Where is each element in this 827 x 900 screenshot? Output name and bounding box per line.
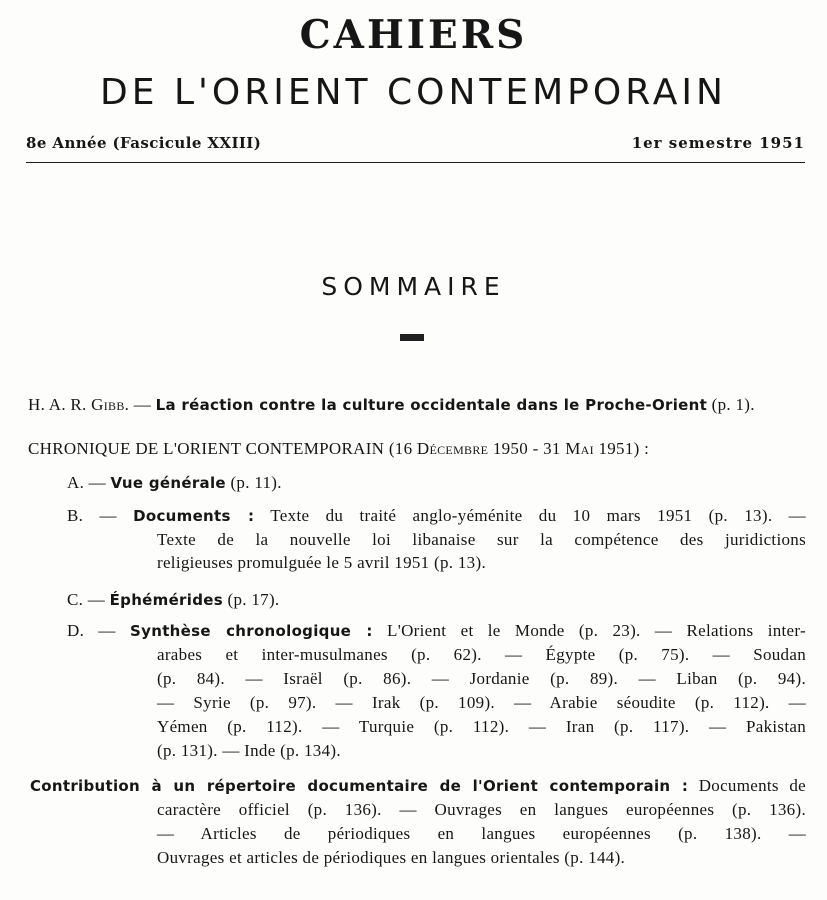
header-rule [26, 162, 805, 163]
entry-d-title: Synthèse chronologique : [130, 622, 373, 640]
ornament [400, 334, 424, 341]
issue-number: 8e Année (Fascicule XXIII) [26, 134, 262, 152]
contribution-line2: caractère officiel (p. 136). — Ouvrages en langues européennes (p. 136). [157, 800, 806, 819]
entry-d-line1: L'Orient et le Monde (p. 23). — Relations inter- [387, 621, 806, 640]
chronique-dates: (16 Décembre 1950 - 31 Mai 1951) : [388, 439, 650, 458]
issue-semester: 1er semestre 1951 [631, 134, 805, 152]
entry-b-label: B. — [67, 506, 117, 525]
entry-contribution [30, 776, 806, 796]
entry-chronique [28, 439, 806, 459]
entry-gibb-title: La réaction contre la culture occidentale dans le Proche-Orient [155, 396, 708, 414]
contribution-title: Contribution à un répertoire documentaire de l'Orient contemporain : [30, 777, 689, 795]
entry-gibb-author: H. A. R. Gibb. [28, 395, 130, 414]
entry-a-label: A. — [67, 473, 106, 492]
entry-d-line6: (p. 131). — Inde (p. 134). [157, 741, 341, 760]
contribution-line4: Ouvrages et articles de périodiques en langues orientales (p. 144). [157, 848, 626, 867]
chronique-heading: CHRONIQUE DE L'ORIENT CONTEMPORAIN [28, 439, 385, 458]
entry-b-line1: Texte du traité anglo-yéménite du 10 mars 1951 (p. 13). — [270, 506, 806, 525]
entry-b [67, 506, 806, 526]
entry-d-line2: arabes et inter-musulmanes (p. 62). — Égypte (p. 75). — Soudan [157, 645, 806, 664]
entry-gibb [28, 395, 806, 415]
entry-c [67, 590, 279, 610]
entry-a-title: Vue générale [110, 474, 226, 492]
entry-a [67, 473, 282, 493]
entry-c-label: C. — [67, 590, 106, 609]
entry-d [67, 621, 806, 641]
entry-b-line2: Texte de la nouvelle loi libanaise sur la compétence des juridictions [157, 530, 806, 549]
entry-b-title: Documents : [133, 507, 255, 525]
entry-c-page: (p. 17). [227, 590, 280, 609]
entry-gibb-page: (p. 1). [711, 395, 755, 414]
journal-title: CAHIERS [299, 12, 528, 58]
entry-b-line3: religieuses promulguée le 5 avril 1951 (p. 13). [157, 553, 486, 572]
entry-d-line4: — Syrie (p. 97). — Irak (p. 109). — Arabie séoudite (p. 112). — [157, 693, 806, 712]
journal-subtitle: DE L'ORIENT CONTEMPORAIN [100, 72, 727, 113]
entry-d-label: D. — [67, 621, 116, 640]
section-title: SOMMAIRE [321, 272, 506, 301]
contribution-line1: Documents de [698, 776, 806, 795]
entry-c-title: Éphémérides [109, 591, 223, 609]
entry-d-line5: Yémen (p. 112). — Turquie (p. 112). — Iran (p. 117). — Pakistan [157, 717, 806, 736]
entry-a-page: (p. 11). [230, 473, 282, 492]
entry-d-line3: (p. 84). — Israël (p. 86). — Jordanie (p. 89). — Liban (p. 94). [157, 669, 806, 688]
entry-gibb-dash: — [133, 395, 152, 414]
contribution-line3: — Articles de périodiques en langues européennes (p. 138). — [157, 824, 806, 843]
